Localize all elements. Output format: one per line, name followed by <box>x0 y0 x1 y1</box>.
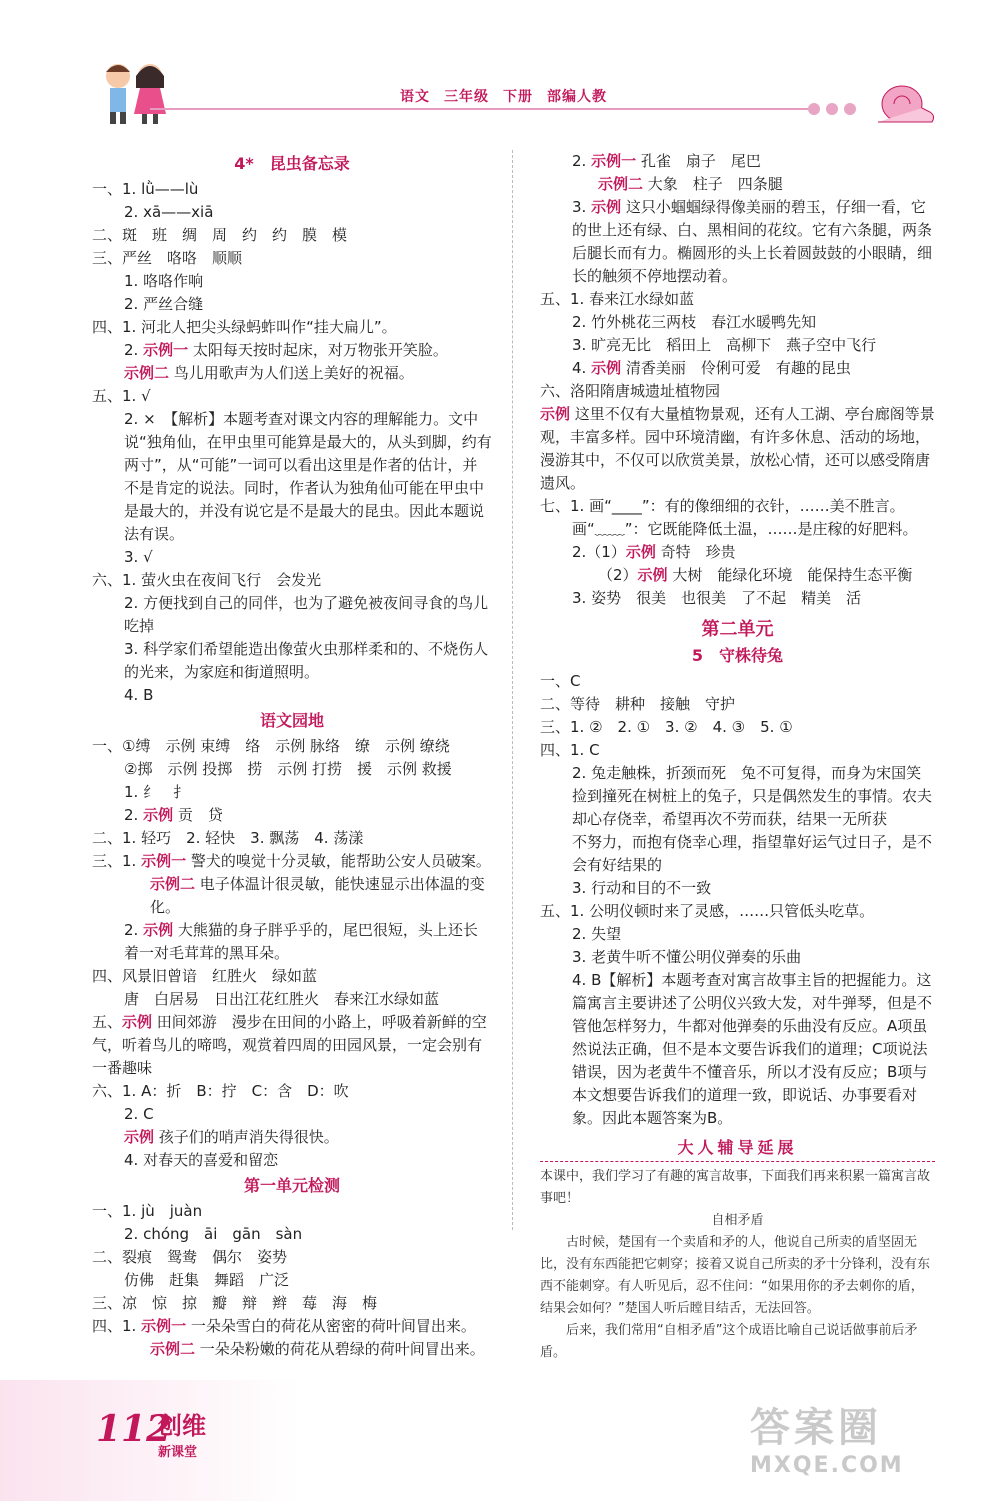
answer-text: 六、1. A：折 B：拧 C：含 D：吹 <box>92 1082 349 1100</box>
answer-text: 三、凉 惊 掠 瓣 辩 辫 莓 海 梅 <box>92 1294 378 1312</box>
answer-text: 一、1. lǜ——lù <box>92 180 199 198</box>
answer-line <box>540 196 935 288</box>
extension-story <box>540 1166 935 1364</box>
snail-icon <box>870 78 940 128</box>
section-title: 语文园地 <box>259 711 324 730</box>
answer-text: 4. B【解析】本题考查对寓言故事主旨的把握能力。这篇寓言主要讲述了公明仪兴致大发，对牛弹琴，但是不管他怎样努力，牛都对他弹奏的乐曲没有反应。A项虽然说法正确，但不是本文要告诉我们的道理；C项说法错误，因为老黄牛不懂音乐，所以才没有反应；B项与本文想要告诉我们的道理一致，即说话、办事要看对象。因此本题答案为B。 <box>572 971 933 1127</box>
brand-line2: 新课堂 <box>158 1445 198 1460</box>
answer-line <box>92 804 492 827</box>
extension-intro: 本课中，我们学习了有趣的寓言故事，下面我们再来积累一篇寓言故事吧！ <box>540 1169 931 1206</box>
answer-text: 4. B <box>124 686 154 704</box>
answer-text: 六、洛阳隋唐城遗址植物园 <box>540 382 721 400</box>
answer-text: 电子体温计很灵敏，能快速显示出体温的变化。 <box>150 875 485 916</box>
answer-number: 4. <box>572 359 592 377</box>
answer-line <box>92 201 492 224</box>
answer-line <box>92 316 492 339</box>
answer-line <box>540 900 935 923</box>
answer-text: 唐 白居易 日出江花红胜火 春来江水绿如蓝 <box>124 990 440 1008</box>
answer-text: 五、1. √ <box>92 387 151 405</box>
answer-line <box>540 923 935 946</box>
answer-line <box>92 1292 492 1315</box>
example-label: 示例 <box>124 1128 155 1146</box>
answer-line <box>92 850 492 873</box>
example-label: 示例 <box>625 543 656 561</box>
answer-number: 3. <box>572 198 592 216</box>
answer-text: 2. 方便找到自己的同伴，也为了避免被夜间寻食的鸟儿吃掉 <box>124 594 489 635</box>
answer-line <box>540 334 935 357</box>
answer-line <box>540 762 935 831</box>
answer-text: 这里不仅有大量植物景观，还有人工湖、亭台廊阁等景观，丰富多样。园中环境清幽，有许多休息、活动的场地，漫游其中，不仅可以欣赏美景，放松心情，还可以感受隋唐遗风。 <box>540 405 935 492</box>
example-label: 示例一 <box>143 341 189 359</box>
answer-text: 五、1. 春来江水绿如蓝 <box>540 290 695 308</box>
answer-text: 奇特 珍贵 <box>655 543 736 561</box>
answer-text: 2. × 【解析】本题考查对课文内容的理解能力。文中说“独角仙，在甲虫里可能算是最大的，从头到脚，约有两寸”，从“可能”一词可以看出这里是作者的估计，并不是肯定的说法。同时，作者认为独角仙可能在甲虫中是最大的，并没有说它是不是最大的昆虫。因此本题说法有误。 <box>124 410 492 543</box>
answer-text: 一、C <box>540 672 581 690</box>
answer-text: 3. 姿势 很美 也很美 了不起 精美 活 <box>572 589 862 607</box>
extension-title: 大人辅导延展 <box>540 1136 935 1162</box>
answer-text: 仿佛 赶集 舞蹈 广泛 <box>124 1271 290 1289</box>
answer-line <box>92 781 492 804</box>
answer-text: 3. 行动和目的不一致 <box>572 879 712 897</box>
example-label: 示例 <box>143 806 174 824</box>
example-label: 示例 <box>637 566 668 584</box>
answer-line <box>92 178 492 201</box>
answer-line <box>540 739 935 762</box>
answer-line <box>92 592 492 638</box>
answer-text: 清香美丽 伶俐可爱 有趣的昆虫 <box>621 359 851 377</box>
answer-line <box>92 873 492 919</box>
watermark-line1: 答案圈 <box>750 1405 882 1451</box>
answer-line <box>540 693 935 716</box>
answer-line <box>92 1246 492 1269</box>
answer-text: 3. 老黄牛听不懂公明仪弹奏的乐曲 <box>572 948 802 966</box>
example-label: 示例一 <box>141 1317 187 1335</box>
answer-line <box>92 1103 492 1126</box>
answer-line <box>540 946 935 969</box>
answer-text: 二、等待 耕种 接触 守护 <box>540 695 736 713</box>
answer-text: 孔雀 扇子 尾巴 <box>636 152 761 170</box>
answer-text: 四、风景旧曾谙 红胜火 绿如蓝 <box>92 967 318 985</box>
extension-box <box>540 1136 935 1364</box>
answer-line <box>540 541 935 564</box>
answer-line <box>92 1149 492 1172</box>
example-label: 示例 <box>591 359 622 377</box>
left-column <box>92 150 492 1361</box>
answer-text: 画“﹏﹏”：它既能降低土温，……是庄稼的好肥料。 <box>572 520 918 538</box>
brand-logo <box>158 1406 228 1460</box>
answer-text: 2. chóng āi gān sàn <box>124 1225 303 1243</box>
answer-line <box>540 380 935 403</box>
answer-number: 四、1. <box>92 1317 142 1335</box>
answer-line <box>92 1269 492 1292</box>
answer-text: 3. √ <box>124 548 153 566</box>
answer-text: 2. 严丝合缝 <box>124 295 204 313</box>
answer-line <box>540 495 935 518</box>
answer-text: 大象 柱子 四条腿 <box>643 175 783 193</box>
answer-line <box>92 1315 492 1338</box>
right-answers <box>540 150 935 1130</box>
answer-line <box>92 270 492 293</box>
answer-text: 孩子们的哨声消失得很快。 <box>154 1128 339 1146</box>
answer-line <box>540 150 935 173</box>
answer-line <box>92 247 492 270</box>
answer-text: 二、裂痕 鸳鸯 偶尔 姿势 <box>92 1248 288 1266</box>
answer-line <box>92 827 492 850</box>
answer-text: 2. C <box>124 1105 154 1123</box>
story-title: 自相矛盾 <box>711 1213 764 1228</box>
answer-text: 1. 纟 扌 <box>124 783 189 801</box>
answer-text: 二、1. 轻巧 2. 轻快 3. 飘荡 4. 荡漾 <box>92 829 364 847</box>
header-title: 语文 三年级 下册 部编人教 <box>400 89 607 105</box>
answer-text: 2. 失望 <box>572 925 622 943</box>
answer-text: 1. 咯咯作响 <box>124 272 204 290</box>
answer-line <box>92 224 492 247</box>
answer-line <box>92 1126 492 1149</box>
answer-line <box>92 546 492 569</box>
example-label: 示例二 <box>150 875 196 893</box>
answer-line <box>540 311 935 334</box>
page-number: 112 <box>96 1408 172 1450</box>
answer-line <box>92 408 492 546</box>
answer-line <box>92 1011 492 1080</box>
answer-text: 五、1. 公明仪顿时来了灵感，……只管低头吃草。 <box>540 902 875 920</box>
answer-line <box>92 293 492 316</box>
answer-text: ②掷 示例 投掷 捞 示例 打捞 援 示例 救援 <box>124 760 452 778</box>
answer-text: 3. 旷亮无比 稻田上 高柳下 燕子空中飞行 <box>572 336 877 354</box>
answer-text: 太阳每天按时起床，对万物张开笑脸。 <box>188 341 448 359</box>
answer-line <box>92 362 492 385</box>
example-label: 示例二 <box>598 175 644 193</box>
answer-line <box>92 638 492 684</box>
answer-line <box>540 173 935 196</box>
answer-line <box>540 288 935 311</box>
answer-number: 2.（1） <box>572 543 626 561</box>
answer-line <box>540 357 935 380</box>
story-paragraph-1: 古时候，楚国有一个卖盾和矛的人，他说自己所卖的盾坚固无比，没有东西能把它刺穿；接着又说自己所卖的矛十分锋利，没有东西不能刺穿。有人听见后，忍不住问：“如果用你的矛去刺你的盾，结果会如何？”楚国人听后瞠目结舌，无法回答。 <box>540 1235 931 1316</box>
answer-text: 2. xā——xiā <box>124 203 214 221</box>
answer-text: 一朵朵粉嫩的荷花从碧绿的荷叶间冒出来。 <box>195 1340 485 1358</box>
answer-number: （2） <box>598 566 638 584</box>
answer-line <box>92 965 492 988</box>
answer-line <box>92 569 492 592</box>
answer-number: 五、 <box>92 1013 123 1031</box>
answer-line <box>92 1338 492 1361</box>
answer-text: 二、斑 班 绸 周 约 约 膜 模 <box>92 226 348 244</box>
answer-text: 六、1. 萤火虫在夜间飞行 会发光 <box>92 571 322 589</box>
answer-line <box>92 1200 492 1223</box>
answer-text: 2. 兔走触株，折颈而死 兔不可复得，而身为宋国笑捡到撞死在树桩上的兔子，只是偶然发生的事情。农夫却心存侥幸，希望再次不劳而获，结果一无所获 <box>572 764 933 828</box>
section-title: 第一单元检测 <box>243 1176 340 1195</box>
story-paragraph-2: 后来，我们常用“自相矛盾”这个成语比喻自己说话做事前后矛盾。 <box>540 1323 918 1360</box>
answer-line <box>540 403 935 495</box>
answer-number: 三、1. <box>92 852 142 870</box>
header-rule <box>150 108 810 110</box>
answer-number: 2. <box>572 152 592 170</box>
answer-text: 一、1. jù juàn <box>92 1202 203 1220</box>
right-column <box>540 150 935 1364</box>
decorative-dots <box>808 100 862 119</box>
section-title: 5 守株待兔 <box>691 646 784 665</box>
answer-text: 一、①缚 示例 束缚 络 示例 脉络 缭 示例 缭绕 <box>92 737 450 755</box>
answer-line <box>92 339 492 362</box>
answer-line <box>540 564 935 587</box>
answer-number: 2. <box>124 341 144 359</box>
answer-text: 四、1. C <box>540 741 600 759</box>
answer-text: 鸟儿用歌声为人们送上美好的祝福。 <box>169 364 414 382</box>
example-label: 示例二 <box>124 364 170 382</box>
answer-text: 三、1. ② 2. ① 3. ② 4. ③ 5. ① <box>540 718 793 736</box>
answer-line <box>92 1223 492 1246</box>
answer-line <box>92 385 492 408</box>
answer-text: 三、严丝 咯咯 顺顺 <box>92 249 243 267</box>
answer-text: 大熊猫的身子胖乎乎的，尾巴很短，头上还长着一对毛茸茸的黑耳朵。 <box>124 921 478 962</box>
answer-line <box>540 969 935 1130</box>
children-illustration <box>88 58 188 128</box>
answer-line <box>540 877 935 900</box>
answer-number: 2. <box>124 806 144 824</box>
answer-line <box>540 587 935 610</box>
answer-text: 警犬的嗅觉十分灵敏，能帮助公安人员破案。 <box>186 852 491 870</box>
example-label: 示例 <box>122 1013 153 1031</box>
example-label: 示例一 <box>141 852 187 870</box>
answer-text: 大树 能绿化环境 能保持生态平衡 <box>667 566 913 584</box>
brand-line1: 创维 <box>158 1412 206 1440</box>
example-label: 示例二 <box>150 1340 196 1358</box>
answer-line <box>92 684 492 707</box>
answer-line <box>92 758 492 781</box>
answer-line <box>92 1080 492 1103</box>
answer-line <box>92 735 492 758</box>
example-label: 示例 <box>591 198 622 216</box>
answer-text: 四、1. 河北人把尖头绿蚂蚱叫作“挂大扁儿”。 <box>92 318 397 336</box>
answer-text: 不努力，而抱有侥幸心理，指望靠好运气过日子，是不会有好结果的 <box>572 833 933 874</box>
example-label: 示例 <box>143 921 174 939</box>
watermark-line2: MXQE.COM <box>750 1453 904 1478</box>
answer-number: 2. <box>124 921 144 939</box>
answer-line <box>92 919 492 965</box>
answer-text: 4. 对春天的喜爱和留恋 <box>124 1151 279 1169</box>
answer-text: 贡 贷 <box>173 806 223 824</box>
page-header <box>0 0 1000 140</box>
answer-line <box>540 716 935 739</box>
section-title: 第二单元 <box>701 619 774 640</box>
answer-text: 3. 科学家们希望能造出像萤火虫那样柔和的、不烧伤人的光来，为家庭和街道照明。 <box>124 640 489 681</box>
answer-line <box>92 988 492 1011</box>
section-title: 4* 昆虫备忘录 <box>234 154 350 173</box>
example-label: 示例一 <box>591 152 637 170</box>
answer-text: 一朵朵雪白的荷花从密密的荷叶间冒出来。 <box>186 1317 476 1335</box>
answer-line <box>540 518 935 541</box>
answer-line <box>540 670 935 693</box>
example-label: 示例 <box>540 405 571 423</box>
watermark <box>750 1396 980 1486</box>
answer-text: 2. 竹外桃花三两枝 春江水暖鸭先知 <box>572 313 817 331</box>
answer-line <box>540 831 935 877</box>
answer-text: 这只小蝈蝈绿得像美丽的碧玉，仔细一看，它的世上还有绿、白、黑相间的花纹。它有六条腿，两条后腿长而有力。椭圆形的头上长着圆鼓鼓的小眼睛，细长的触须不停地摆动着。 <box>572 198 933 285</box>
column-divider <box>512 150 513 1230</box>
answer-text: 七、1. 画“____”：有的像细细的衣针，……美不胜言。 <box>540 497 905 515</box>
answer-text: 田间郊游 漫步在田间的小路上，呼吸着新鲜的空气，听着鸟儿的啼鸣，观赏着四周的田园风景，一定会别有一番趣味 <box>92 1013 487 1077</box>
